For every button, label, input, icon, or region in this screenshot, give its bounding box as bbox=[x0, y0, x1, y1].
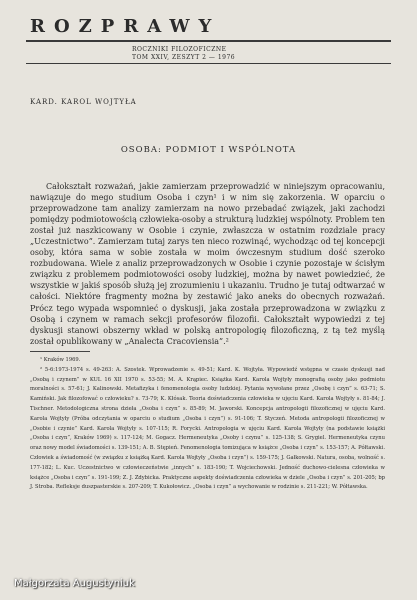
watermark-signature: Małgorzata Augustyniuk bbox=[14, 578, 135, 589]
footnote-rule bbox=[30, 351, 90, 352]
journal-info bbox=[132, 46, 235, 62]
journal-volume: TOM XXIV, ZESZYT 2 — 1976 bbox=[132, 54, 236, 61]
journal-name: ROCZNIKI FILOZOFICZNE bbox=[132, 46, 227, 53]
header-rule-top bbox=[26, 40, 391, 42]
footnotes bbox=[30, 356, 385, 493]
article-body bbox=[30, 181, 385, 347]
section-heading: ROZPRAWY bbox=[30, 16, 221, 37]
article-title: OSOBA: PODMIOT I WSPÓLNOTA bbox=[120, 145, 297, 155]
body-paragraph: Całokształt rozważań, jakie zamierzam przeprowadzić w niniejszym opracowaniu, nawiązuje do mego studium Osoba i czyn¹ i w nim się zakorzenia. W oparciu o przeprowadzone tam analizy zamierzam na nowo przebadać związek, jaki zachodzi pomiędzy podmiotowością człowieka-osoby a strukturą ludzkiej wspólnoty. Problem ten został już naszkicowany w Osobie i czynie, zwłaszcza w ostatnim rozdziale pracy „Uczestnictwo”. Zamierzam tutaj zarys ten nieco rozwinąć, wychodząc od tej koncepcji osoby, która sama w sobie została w moim ówczesnym studium dość szeroko rozbudowana. Wiele z analiz przeprowadzonych w Osobie i czynie pozostaje w ścisłym związku z problemem podmiotowości osoby ludzkiej, można by nawet powiedzieć, że wszystkie w jakiś sposób służą jej zrozumieniu i ukazaniu. Trudno je tutaj odtwarzać w całości. Niektóre fragmenty można by zestawić jako aneks do obecnych rozważań. Prócz tego wypada wspomnieć o dyskusji, jaka została przeprowadzona w związku z Osobą i czynem w ramach sekcji profesorów filozofii. Całokształt wypowiedzi z tej dyskusji stanowi obszerny wkład w polską antropologię filozoficzną, z tą też myślą został opublikowany w „Analecta Cracoviensia”.² bbox=[30, 182, 385, 346]
footnote-1: ¹ Kraków 1969. bbox=[40, 357, 81, 363]
header-rule-bottom bbox=[26, 63, 391, 64]
author-name: KARD. KAROL WOJTYŁA bbox=[30, 98, 137, 106]
footnote-2: ² 5-6:1973-1974 s. 49-263: A. Szostek. Wprowadzenie s. 49-51; Kard. K. Wojtyła. Wypowiedź wstępna w czasie dyskusji nad „Osobą i czynem” w KUL 16 XII 1970 s. 53-55; M. A. Krąpiec. Książka Kard. Karola Wojtyły monografią osoby jako podmiotu moralności s. 57-61; J. Kalinowski. Metafizyka i fenomenologia osoby ludzkiej. Pytania wywołane przez „Osobę i czyn” s. 63-71; S. Kamiński. Jak filozofować o człowieku? s. 73-79; K. Kłósak. Teoria doświadczenia człowieka w ujęciu Kard. Karola Wojtyły s. 81-84; J. Tischner. Metodologiczna strona dzieła „Osoba i czyn” s. 85-89; M. Jaworski. Koncepcja antropologii filozoficznej w ujęciu Kard. Karola Wojtyły (Próba odczytania w oparciu o studium „Osoba i czyn”) s. 91-106; T. Styczeń. Metoda antropologii filozoficznej w „Osobie i czynie” Kard. Karola Wojtyły s. 107-115; R. Forycki. Antropologia w ujęciu Kard. Karola Wojtyły (na podstawie książki „Osoba i czyn”, Kraków 1969) s. 117-124; M. Gogacz. Hermeneutyka „Osoby i czynu” s. 125-138; S. Grygiel. Hermeneutyka czynu oraz nowy model świadomości s. 139-151; A. B. Stępień. Fenomenologia tomizująca w książce „Osoba i czyn” s. 153-157; A. Półtawski. Człowiek a świadomość (w związku z książką Kard. Karola Wojtyły „Osoba i czyn”) s. 159-175; J. Gałkowski. Natura, osoba, wolność s. 177-182; L. Kuc. Uczestnictwo w człowieczeństwie „innych” s. 183-190; T. Wojciechowski. Jedność duchowo-cielesna człowieka w książce „Osoba i czyn” s. 191-199; Z. J. Zdybicka. Praktyczne aspekty doświadczenia człowieka w dziele „Osoba i czyn” s. 201-205; bp J. Stroba. Refleksje duszpasterskie s. 207-209; T. Kukołowicz. „Osoba i czyn” a wychowanie w rodzinie s. 211-221; W. Półtawska. bbox=[30, 366, 385, 491]
